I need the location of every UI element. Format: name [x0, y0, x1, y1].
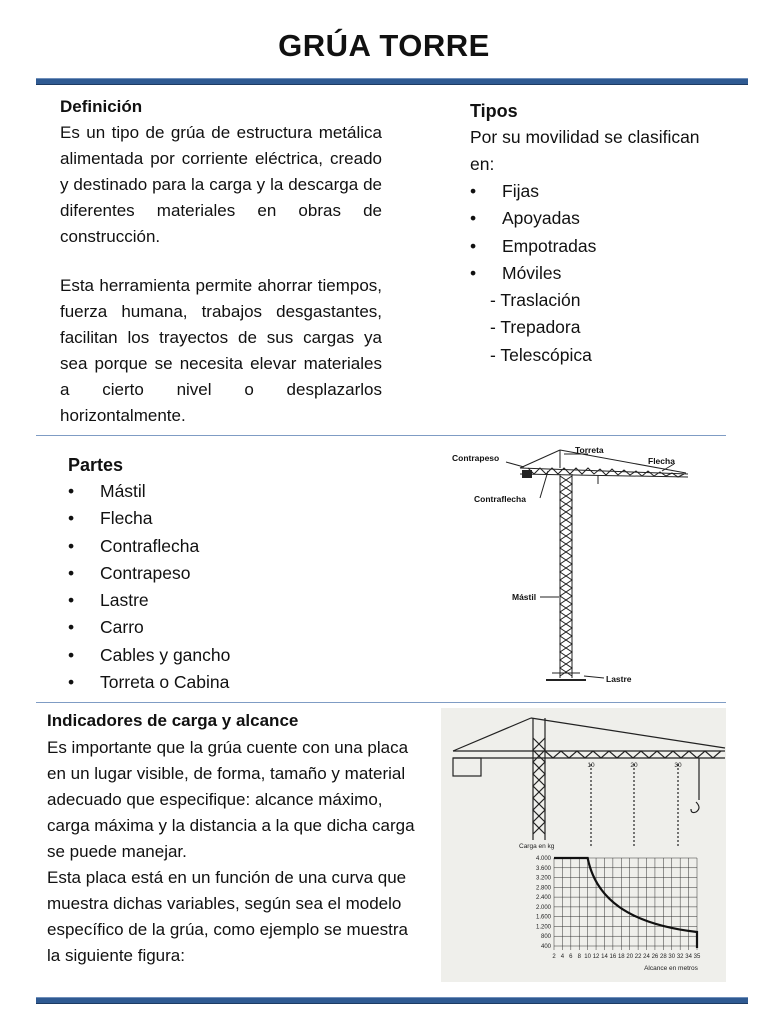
list-item: • Torreta o Cabina [68, 672, 230, 693]
x-tick-label: 24 [643, 954, 650, 960]
list-item: • Fijas [470, 181, 539, 201]
y-tick-label: 400 [540, 944, 551, 950]
label-flecha: Flecha [648, 456, 675, 466]
label-contrapeso: Contrapeso [452, 453, 500, 463]
definicion-paragraph-2: Esta herramienta permite ahorrar tiempos, fuerza humana, trabajos desgastantes, facilitan los trayectos de sus cargas ya sea porque se necesita elevar materiales a cierto nivel o desplazarlos horizontalmente. [60, 276, 382, 425]
x-tick-label: 35 [693, 954, 701, 960]
jib-mark: 10 [587, 762, 595, 769]
indicadores-paragraph-1: Es importante que la grúa cuente con una placa en un lugar visible, de forma, tamaño y material adecuado que especifique: alcance máximo, carga máxima y la distancia a la que dicha carga se puede manejar. [47, 738, 415, 861]
list-subitem: - Trepadora [490, 317, 581, 338]
tipos-list [470, 178, 596, 369]
crane-diagram [448, 440, 696, 695]
x-tick-label: 20 [626, 954, 634, 960]
chart-grid [554, 858, 697, 950]
x-tick-label: 4 [560, 954, 565, 960]
list-item: • Carro [68, 617, 144, 638]
label-torreta: Torreta [575, 445, 604, 455]
section-divider-2 [36, 702, 726, 703]
list-item: • Contrapeso [68, 562, 191, 583]
list-item: • Contraflecha [68, 535, 200, 556]
y-tick-label: 4.000 [535, 856, 551, 862]
label-lastre: Lastre [606, 674, 632, 684]
x-tick-label: 26 [651, 954, 659, 960]
footer-divider [36, 997, 748, 1004]
x-tick-label: 30 [668, 954, 676, 960]
y-tick-label: 800 [540, 934, 551, 941]
list-item: • Mástil [68, 481, 146, 501]
chart-xticks [552, 954, 701, 960]
x-tick-label: 18 [617, 954, 625, 960]
load-chart-figure [441, 708, 726, 982]
definicion-paragraph-1: Es un tipo de grúa de estructura metálica alimentada por corriente eléctrica, creado y destinado para la carga y la descarga de diferentes materiales en obras de construcción. [60, 123, 382, 246]
list-item: • Cables y gancho [68, 644, 231, 665]
x-tick-label: 12 [592, 954, 600, 960]
load-chart [441, 708, 726, 982]
chart-ylabel: Carga en kg [519, 843, 555, 850]
x-tick-label: 34 [685, 954, 692, 960]
counterweight-block [522, 470, 532, 478]
x-tick-label: 2 [552, 954, 556, 960]
label-mastil: Mástil [512, 592, 537, 602]
y-tick-label: 2.800 [535, 885, 551, 892]
list-item: • Flecha [68, 508, 153, 529]
list-item: • Lastre [68, 590, 149, 611]
y-tick-label: 2.000 [535, 904, 551, 911]
page-title: GRÚA TORRE [278, 28, 490, 63]
y-tick-label: 1.200 [535, 924, 551, 931]
y-tick-label: 1.600 [535, 914, 551, 921]
chart-yticks [536, 856, 552, 950]
tipos-intro: Por su movilidad se clasifican en: [470, 127, 700, 174]
label-contraflecha: Contraflecha [474, 494, 526, 504]
y-tick-label: 3.600 [535, 865, 551, 872]
y-tick-label: 3.200 [535, 875, 551, 882]
x-tick-label: 28 [660, 954, 667, 960]
x-tick-label: 8 [577, 954, 581, 960]
indicadores-heading: Indicadores de carga y alcance [47, 711, 299, 730]
title-divider [36, 78, 748, 85]
load-curve [554, 858, 697, 948]
definicion-heading: Definición [60, 97, 143, 116]
tipos-heading: Tipos [470, 101, 518, 121]
indicadores-paragraph-2: Esta placa está en un función de una curva que muestra dichas variables, según sea el modelo específico de la grúa, como ejemplo se muestra la siguiente figura: [47, 868, 408, 965]
x-tick-label: 6 [569, 954, 573, 960]
list-subitem: - Telescópica [490, 344, 592, 365]
chart-xlabel: Alcance en metros [644, 965, 698, 972]
x-tick-label: 16 [609, 954, 617, 960]
x-tick-label: 14 [601, 954, 608, 960]
y-tick-label: 2.400 [535, 895, 551, 902]
partes-list [68, 478, 230, 696]
jib-mark: 20 [630, 762, 638, 769]
x-tick-label: 22 [634, 954, 642, 960]
x-tick-label: 10 [584, 954, 591, 960]
section-divider [36, 435, 726, 436]
list-item: • Apoyadas [470, 208, 580, 229]
x-tick-label: 32 [676, 954, 684, 960]
jib-mark: 30 [674, 762, 682, 769]
list-item: • Empotradas [470, 235, 597, 256]
partes-heading: Partes [68, 455, 124, 475]
list-item: • Móviles [470, 262, 562, 283]
list-subitem: - Traslación [490, 290, 581, 311]
